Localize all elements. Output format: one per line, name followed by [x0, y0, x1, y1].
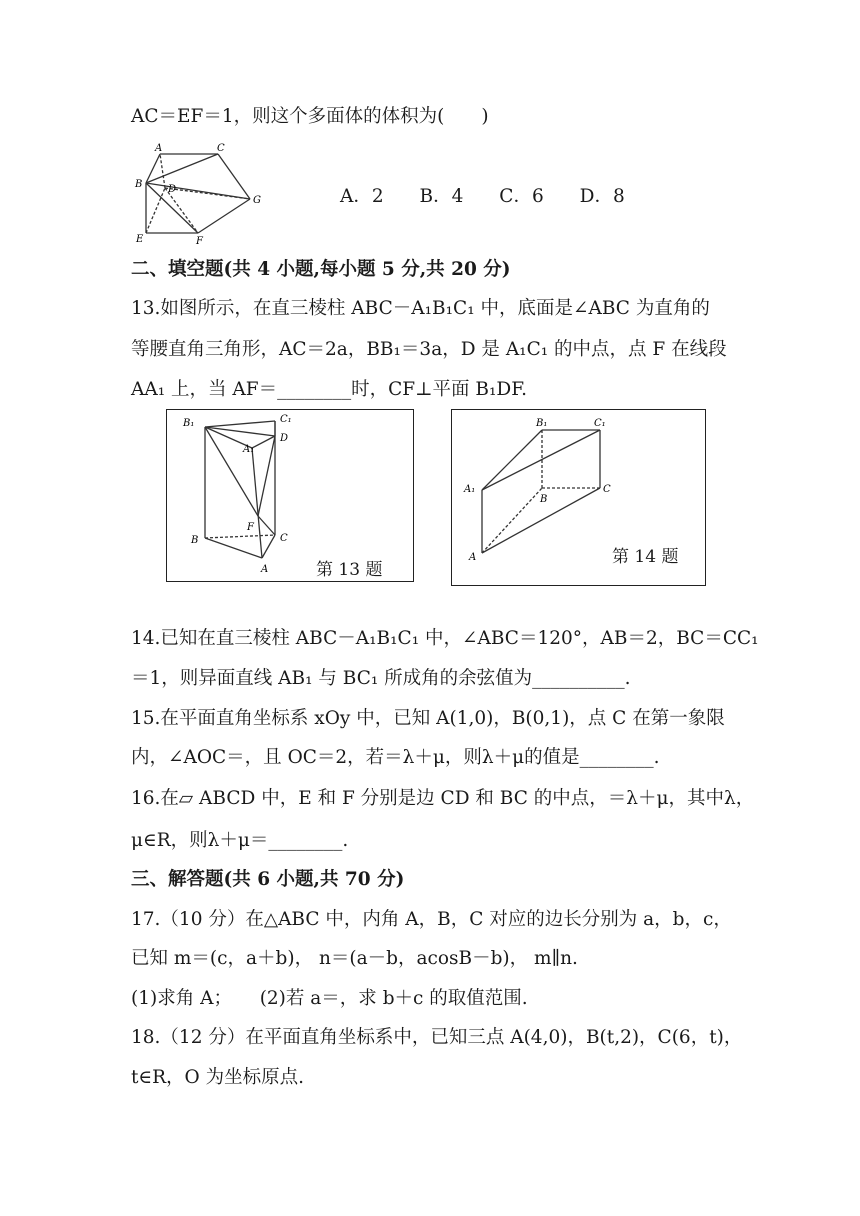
q13-fig-label-b1: B₁ — [183, 418, 195, 429]
q13-line-1: 13.如图所示，在直三棱柱 ABC－A₁B₁C₁ 中，底面是∠ABC 为直角的 — [131, 298, 710, 319]
q14-figure-box — [451, 409, 706, 586]
q12-fig-label-b: B — [135, 179, 143, 190]
q13-fig-label-c1: C₁ — [280, 414, 292, 425]
q18-line-1: 18.（12 分）在平面直角坐标系中，已知三点 A(4,0)，B(t,2)，C(6，t)， — [131, 1027, 743, 1048]
choice-b: B．4 — [419, 186, 464, 207]
section-2-heading: 二、填空题(共 4 小题,每小题 5 分,共 20 分) — [131, 259, 511, 280]
q18-line-2: t∈R，O 为坐标原点. — [131, 1067, 304, 1088]
q12-stem-tail: AC＝EF＝1，则这个多面体的体积为( ) — [131, 106, 489, 127]
choice-d: D．8 — [579, 186, 625, 207]
q13-fig-label-f: F — [247, 522, 254, 533]
q13-fig-label-a: A — [261, 564, 269, 575]
q13-fig-label-d: D — [280, 433, 289, 444]
q15-line-2: 内，∠AOC＝，且 OC＝2，若＝λ＋μ，则λ＋μ的值是________. — [131, 747, 660, 768]
q12-fig-label-g: G — [253, 195, 261, 206]
q13-line-2: 等腰直角三角形，AC＝2a，BB₁＝3a，D 是 A₁C₁ 的中点，点 F 在线段 — [131, 339, 727, 360]
q13-line-3: AA₁ 上，当 AF＝________时，CF⊥平面 B₁DF. — [131, 379, 528, 400]
q12-choices — [340, 182, 655, 208]
q14-caption: 第 14 题 — [612, 547, 679, 567]
q12-fig-label-d: D — [168, 184, 177, 195]
section-3-heading: 三、解答题(共 6 小题,共 70 分) — [131, 869, 405, 890]
q14-fig-label-b1: B₁ — [536, 418, 548, 429]
q17-line-3: (1)求角 A； (2)若 a＝，求 b＋c 的取值范围. — [131, 988, 528, 1009]
q17-line-2: 已知 m＝(c，a＋b)， n＝(a－b，acosB－b)， m∥n. — [131, 948, 578, 969]
q12-fig-label-a: A — [155, 143, 163, 154]
q12-fig-label-c: C — [217, 143, 225, 154]
q14-fig-label-c1: C₁ — [594, 418, 606, 429]
q16-line-1: 16.在▱ ABCD 中，E 和 F 分别是边 CD 和 BC 的中点，＝λ＋μ，其中λ， — [131, 788, 755, 809]
q12-fig-label-e: E — [136, 234, 144, 245]
choice-a: A．2 — [340, 186, 384, 207]
q14-fig-label-a1: A₁ — [464, 484, 476, 495]
q14-fig-label-a: A — [469, 552, 477, 563]
q13-fig-label-c: C — [280, 533, 288, 544]
choice-c: C．6 — [499, 186, 544, 207]
q13-figure-box — [166, 409, 414, 582]
q17-line-1: 17.（10 分）在△ABC 中，内角 A，B，C 对应的边长分别为 a，b，c， — [131, 909, 732, 930]
q12-fig-label-f: F — [196, 236, 203, 246]
q13-fig-label-b: B — [191, 535, 199, 546]
q15-line-1: 15.在平面直角坐标系 xOy 中，已知 A(1,0)，B(0,1)，点 C 在第一象限 — [131, 708, 725, 729]
q12-figure — [130, 140, 270, 246]
q14-line-1: 14.已知在直三棱柱 ABC－A₁B₁C₁ 中，∠ABC＝120°，AB＝2，BC＝CC₁ — [131, 628, 759, 649]
q13-fig-label-a1: A₁ — [243, 444, 255, 455]
q14-fig-label-b: B — [540, 494, 548, 505]
q13-caption: 第 13 题 — [316, 560, 383, 580]
q14-line-2: ＝1，则异面直线 AB₁ 与 BC₁ 所成角的余弦值为__________. — [131, 668, 631, 689]
q14-fig-label-c: C — [603, 484, 611, 495]
q16-line-2: μ∈R，则λ＋μ＝________. — [131, 830, 349, 851]
